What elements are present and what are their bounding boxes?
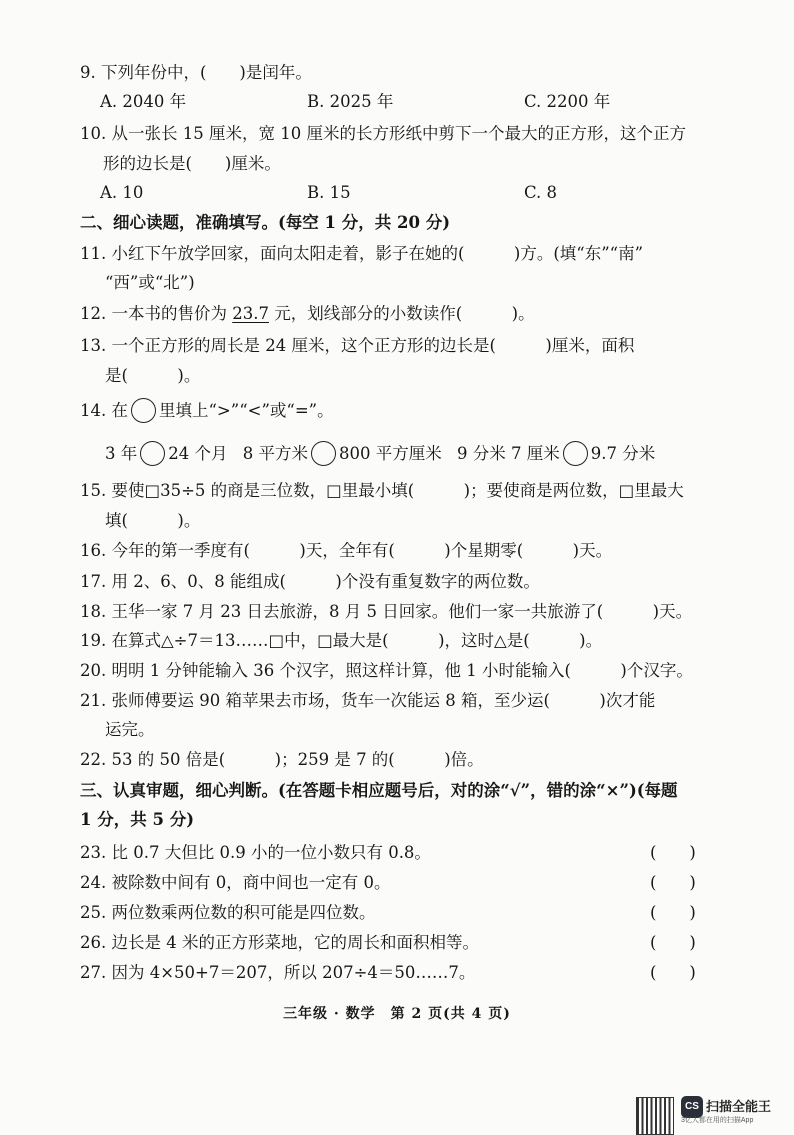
question-19: 19. 在算式△÷7＝13……□中，□最大是( )，这时△是( )。 (80, 631, 603, 650)
option-10a: A. 10 (100, 183, 144, 202)
section-3-heading-line1: 三、认真审题，细心判断。(在答题卡相应题号后，对的涂“√”，错的涂“×”)(每题 (80, 781, 678, 800)
compare-circle-icon (563, 441, 588, 466)
question-11-line1: 11. 小红下午放学回家，面向太阳走着，影子在她的( )方。(填“东”“南” (80, 244, 644, 263)
question-14-items (105, 441, 745, 466)
qr-code-icon (636, 1097, 674, 1135)
question-26: 26. 边长是 4 米的正方形菜地，它的周长和面积相等。 (80, 933, 479, 952)
compare-3-right: 9.7 分米 (590, 444, 656, 463)
compare-2-right: 800 平方厘米 (339, 444, 442, 463)
question-12-post: 元，划线部分的小数读作( )。 (268, 304, 535, 323)
question-21-line1: 21. 张师傅要运 90 箱苹果去市场，货车一次能运 8 箱，至少运( )次才能 (80, 691, 656, 710)
question-21-line2: 运完。 (105, 720, 155, 739)
question-10-line2: 形的边长是( )厘米。 (103, 154, 281, 173)
judge-blank-23: ( ) (650, 843, 696, 862)
judge-blank-26: ( ) (650, 933, 696, 952)
option-10c: C. 8 (524, 183, 558, 202)
option-9c: C. 2200 年 (524, 92, 611, 111)
option-9a: A. 2040 年 (100, 92, 187, 111)
question-24: 24. 被除数中间有 0，商中间也一定有 0。 (80, 873, 391, 892)
question-9: 9. 下列年份中，( )是闰年。 (80, 63, 312, 82)
question-14-post: 里填上“>”“<”或“=”。 (159, 401, 334, 420)
judge-blank-24: ( ) (650, 873, 696, 892)
question-20: 20. 明明 1 分钟能输入 36 个汉字，照这样计算，他 1 小时能输入( )个汉字。 (80, 661, 693, 680)
section-3-heading-line2: 1 分，共 5 分) (80, 810, 195, 829)
compare-circle-icon (311, 441, 336, 466)
question-16: 16. 今年的第一季度有( )天，全年有( )个星期零( )天。 (80, 541, 613, 560)
question-14 (80, 398, 720, 423)
question-15-line1: 15. 要使□35÷5 的商是三位数，□里最小填( )；要使商是两位数，□里最大 (80, 481, 684, 500)
question-13-line1: 13. 一个正方形的周长是 24 厘米，这个正方形的边长是( )厘米，面积 (80, 336, 635, 355)
option-9b: B. 2025 年 (307, 92, 394, 111)
question-12 (80, 303, 720, 325)
compare-3-left: 9 分米 7 厘米 (457, 444, 560, 463)
question-12-pre: 12. 一本书的售价为 (80, 304, 233, 323)
question-12-underlined-number: 23.7 (232, 304, 269, 323)
compare-2-left: 8 平方米 (242, 444, 308, 463)
question-25: 25. 两位数乘两位数的积可能是四位数。 (80, 903, 376, 922)
compare-circle-icon (131, 398, 156, 423)
scanner-app-name: 扫描全能王 (706, 1099, 772, 1114)
compare-1-right: 24 个月 (168, 444, 228, 463)
compare-1-left: 3 年 (105, 444, 138, 463)
question-17: 17. 用 2、6、0、8 能组成( )个没有重复数字的两位数。 (80, 572, 540, 591)
question-22: 22. 53 的 50 倍是( )；259 是 7 的( )倍。 (80, 750, 484, 769)
option-10b: B. 15 (307, 183, 351, 202)
section-2-heading: 二、细心读题，准确填写。(每空 1 分，共 20 分) (80, 213, 451, 232)
question-27: 27. 因为 4×50+7＝207，所以 207÷4＝50……7。 (80, 963, 476, 982)
scanner-tagline: 3亿人都在用的扫描App (681, 1117, 754, 1124)
question-15-line2: 填( )。 (105, 511, 201, 530)
judge-blank-27: ( ) (650, 963, 696, 982)
compare-circle-icon (140, 441, 165, 466)
page-footer: 三年级 · 数学 第 2 页(共 4 页) (283, 1006, 511, 1022)
question-10-line1: 10. 从一张长 15 厘米，宽 10 厘米的长方形纸中剪下一个最大的正方形，这个正方 (80, 124, 686, 143)
judge-blank-25: ( ) (650, 903, 696, 922)
camscanner-logo-icon: CS (681, 1096, 703, 1118)
question-13-line2: 是( )。 (105, 366, 201, 385)
question-14-pre: 14. 在 (80, 401, 128, 420)
question-23: 23. 比 0.7 大但比 0.9 小的一位小数只有 0.8。 (80, 843, 431, 862)
question-18: 18. 王华一家 7 月 23 日去旅游，8 月 5 日回家。他们一家一共旅游了( )天。 (80, 602, 693, 621)
question-11-line2: “西”或“北”) (105, 273, 195, 292)
